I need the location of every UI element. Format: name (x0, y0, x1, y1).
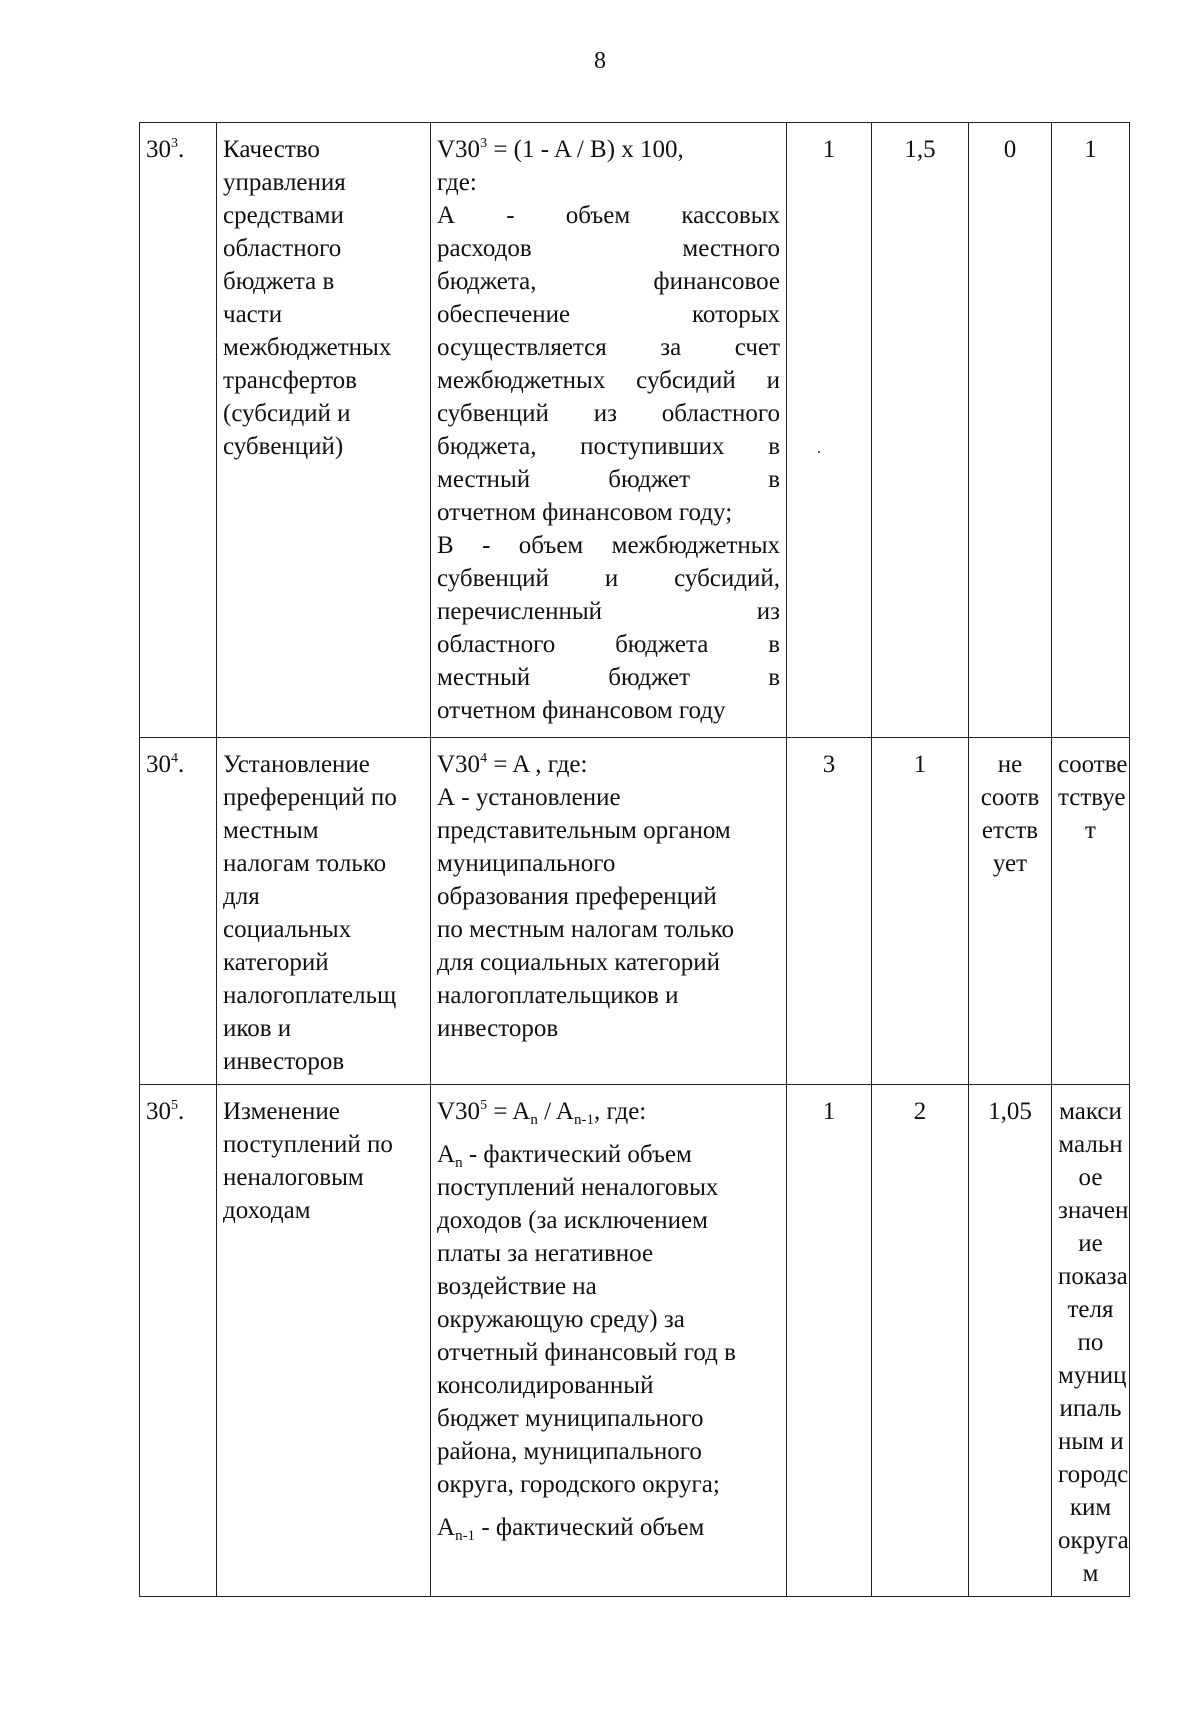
formula-line: расходов местного (437, 235, 780, 262)
name-line: межбюджетных (223, 334, 392, 361)
formula-line: инвесторов (437, 1015, 559, 1042)
formula-line: отчетном финансовом году (437, 697, 726, 724)
row-number-base: 30 (146, 1098, 171, 1125)
weight-cell: 1 (787, 1085, 872, 1597)
formula-line: бюджета, финансовое (437, 268, 780, 295)
name-line: социальных (223, 916, 352, 943)
name-line: поступлений по (223, 1131, 393, 1158)
formula-line: межбюджетных субсидий и (437, 367, 780, 394)
name-line: доходам (223, 1197, 311, 1224)
formula-line: А - объем кассовых (437, 202, 780, 229)
min-value-line: соотв (980, 784, 1040, 811)
table-row (140, 1085, 1130, 1597)
formula-line: налогоплательщиков и (437, 982, 679, 1009)
formula-head-post: = (1 - A / B) x 100, (487, 136, 684, 163)
formula-head (437, 1095, 780, 1128)
formula-head-pre: V30 (437, 1098, 481, 1125)
formula-line: представительным органом (437, 817, 731, 844)
min-value-cell (969, 738, 1052, 1085)
name-line: областного (223, 235, 342, 262)
formula-line: по местным налогам только (437, 916, 735, 943)
name-line: (субсидий и (223, 400, 351, 427)
name-line: налогам только (223, 850, 387, 877)
max-value-cell (1052, 123, 1130, 738)
formula-head-sub: n (530, 1112, 538, 1128)
max-value-line: показа (1058, 1263, 1128, 1290)
name-line: Качество (223, 136, 320, 163)
formula-line: образования преференций (437, 883, 717, 910)
coefficient-cell: 2 (872, 1085, 969, 1597)
formula-head-sup: 4 (480, 751, 488, 766)
formula-head-pre: V30 (437, 751, 481, 778)
formula-line: областного бюджета в (437, 631, 780, 658)
formula-line: отчетном финансовом году; (437, 499, 733, 526)
max-value-line: ным и (1058, 1428, 1124, 1455)
min-value-line: ует (992, 850, 1028, 877)
max-value-line: м (1082, 1560, 1099, 1587)
max-value-line: округа (1058, 1527, 1129, 1554)
max-value-line: теля (1067, 1296, 1114, 1323)
formula-cell (431, 1085, 787, 1597)
formula-line: доходов (за исключением (437, 1207, 708, 1234)
formula-line: перечисленный из (437, 598, 780, 625)
formula-var: A (437, 1141, 456, 1168)
row-number-base: 30 (146, 136, 171, 163)
formula-line: субвенций из областного (437, 400, 780, 427)
max-value-line: ким (1069, 1494, 1112, 1521)
formula-line: осуществляется за счет (437, 334, 780, 361)
formula-line (437, 1511, 780, 1544)
formula-line: консолидированный (437, 1372, 654, 1399)
name-line: управления (223, 169, 346, 196)
formula-head-sub: n-1 (573, 1112, 594, 1128)
formula-line: субвенций и субсидий, (437, 565, 780, 592)
max-value-line: ое (1078, 1164, 1103, 1191)
min-value-cell: 0 (969, 123, 1052, 738)
formula-line: для социальных категорий (437, 949, 721, 976)
max-value-line: значен (1058, 1197, 1129, 1224)
formula-var: A (437, 1514, 456, 1541)
min-value-cell: 1,05 (969, 1085, 1052, 1597)
formula-line: отчетный финансовый год в (437, 1339, 736, 1366)
formula-line: где: (437, 169, 477, 196)
table-row (140, 123, 1130, 738)
max-value-line: муниц (1058, 1362, 1127, 1389)
name-line: части (223, 301, 283, 328)
formula-line: местный бюджет в (437, 664, 780, 691)
row-number-sup: 4 (171, 751, 178, 766)
max-value-line: ипаль (1059, 1395, 1122, 1422)
name-line: налогоплательщ (223, 982, 397, 1009)
max-value-line: т (1085, 817, 1096, 844)
weight-cell: 1 (787, 123, 872, 738)
name-line: трансфертов (223, 367, 357, 394)
name-line: бюджета в (223, 268, 335, 295)
formula-head-post: = A , где: (487, 751, 588, 778)
name-line: для (223, 883, 260, 910)
formula-text: - фактический объем (462, 1141, 692, 1168)
formula-line: обеспечение которых (437, 301, 780, 328)
formula-head-sup: 5 (480, 1098, 488, 1113)
name-line: местным (223, 817, 319, 844)
formula-line: окружающую среду) за (437, 1306, 685, 1333)
formula-line: бюджета, поступивших в (437, 433, 780, 460)
indicators-table (139, 122, 1130, 1597)
max-value-cell (1052, 738, 1130, 1085)
formula-line: района, муниципального (437, 1438, 702, 1465)
name-line: неналоговым (223, 1164, 364, 1191)
formula-var-sub: n (455, 1155, 463, 1171)
coefficient-cell: 1,5 (872, 123, 969, 738)
indicator-name-cell (217, 738, 431, 1085)
formula-line: воздействие на (437, 1273, 597, 1300)
formula-head-sup: 3 (480, 136, 488, 151)
formula-head (437, 133, 780, 166)
formula-head-pre: V30 (437, 136, 481, 163)
formula-head (437, 748, 780, 781)
row-number-cell (140, 1085, 217, 1597)
indicator-name-cell (217, 123, 431, 738)
formula-text: - фактический объем (475, 1514, 705, 1541)
formula-head-mid: / A (537, 1098, 574, 1125)
max-value-cell (1052, 1085, 1130, 1597)
indicator-name-cell (217, 1085, 431, 1597)
formula-var-sub: n-1 (455, 1528, 476, 1544)
formula-cell (431, 738, 787, 1085)
row-number-suffix: . (178, 1098, 185, 1125)
max-value-line: мальн (1058, 1131, 1123, 1158)
name-line: средствами (223, 202, 344, 229)
row-number-base: 30 (146, 751, 171, 778)
name-line: Установление (223, 751, 370, 778)
formula-head-post: , где: (593, 1098, 647, 1125)
formula-line: платы за негативное (437, 1240, 654, 1267)
row-number-sup: 3 (171, 136, 178, 151)
max-value-line: по (1077, 1329, 1104, 1356)
formula-line: поступлений неналоговых (437, 1174, 719, 1201)
row-number-sup: 5 (171, 1098, 178, 1113)
name-line: иков и (223, 1015, 292, 1042)
formula-line: бюджет муниципального (437, 1405, 704, 1432)
name-line: инвесторов (223, 1048, 345, 1075)
row-number-suffix: . (178, 136, 185, 163)
max-value-line: городс (1058, 1461, 1129, 1488)
formula-line: округа, городского округа; (437, 1471, 720, 1498)
formula-line: местный бюджет в (437, 466, 780, 493)
coefficient-cell: 1 (872, 738, 969, 1085)
max-value-line: тствуе (1058, 784, 1126, 811)
name-line: преференций по (223, 784, 397, 811)
min-value-line: етств (981, 817, 1039, 844)
formula-line (437, 1138, 780, 1171)
min-value-line: не (997, 751, 1023, 778)
max-value-line: ие (1078, 1230, 1103, 1257)
name-line: субвенций) (223, 433, 344, 460)
max-value-line: соотве (1058, 751, 1128, 778)
max-value-line: 1 (1084, 136, 1097, 163)
page-number: 8 (594, 48, 606, 74)
name-line: категорий (223, 949, 329, 976)
formula-line: В - объем межбюджетных (437, 532, 780, 559)
formula-line: А - установление (437, 784, 621, 811)
formula-line: муниципального (437, 850, 616, 877)
name-line: Изменение (223, 1098, 340, 1125)
row-number-suffix: . (178, 751, 185, 778)
weight-cell: 3 (787, 738, 872, 1085)
row-number-cell (140, 738, 217, 1085)
table-row (140, 738, 1130, 1085)
row-number-cell (140, 123, 217, 738)
max-value-line: макси (1059, 1098, 1122, 1125)
formula-cell (431, 123, 787, 738)
scan-speck (818, 451, 820, 453)
formula-head-mid: = A (487, 1098, 531, 1125)
